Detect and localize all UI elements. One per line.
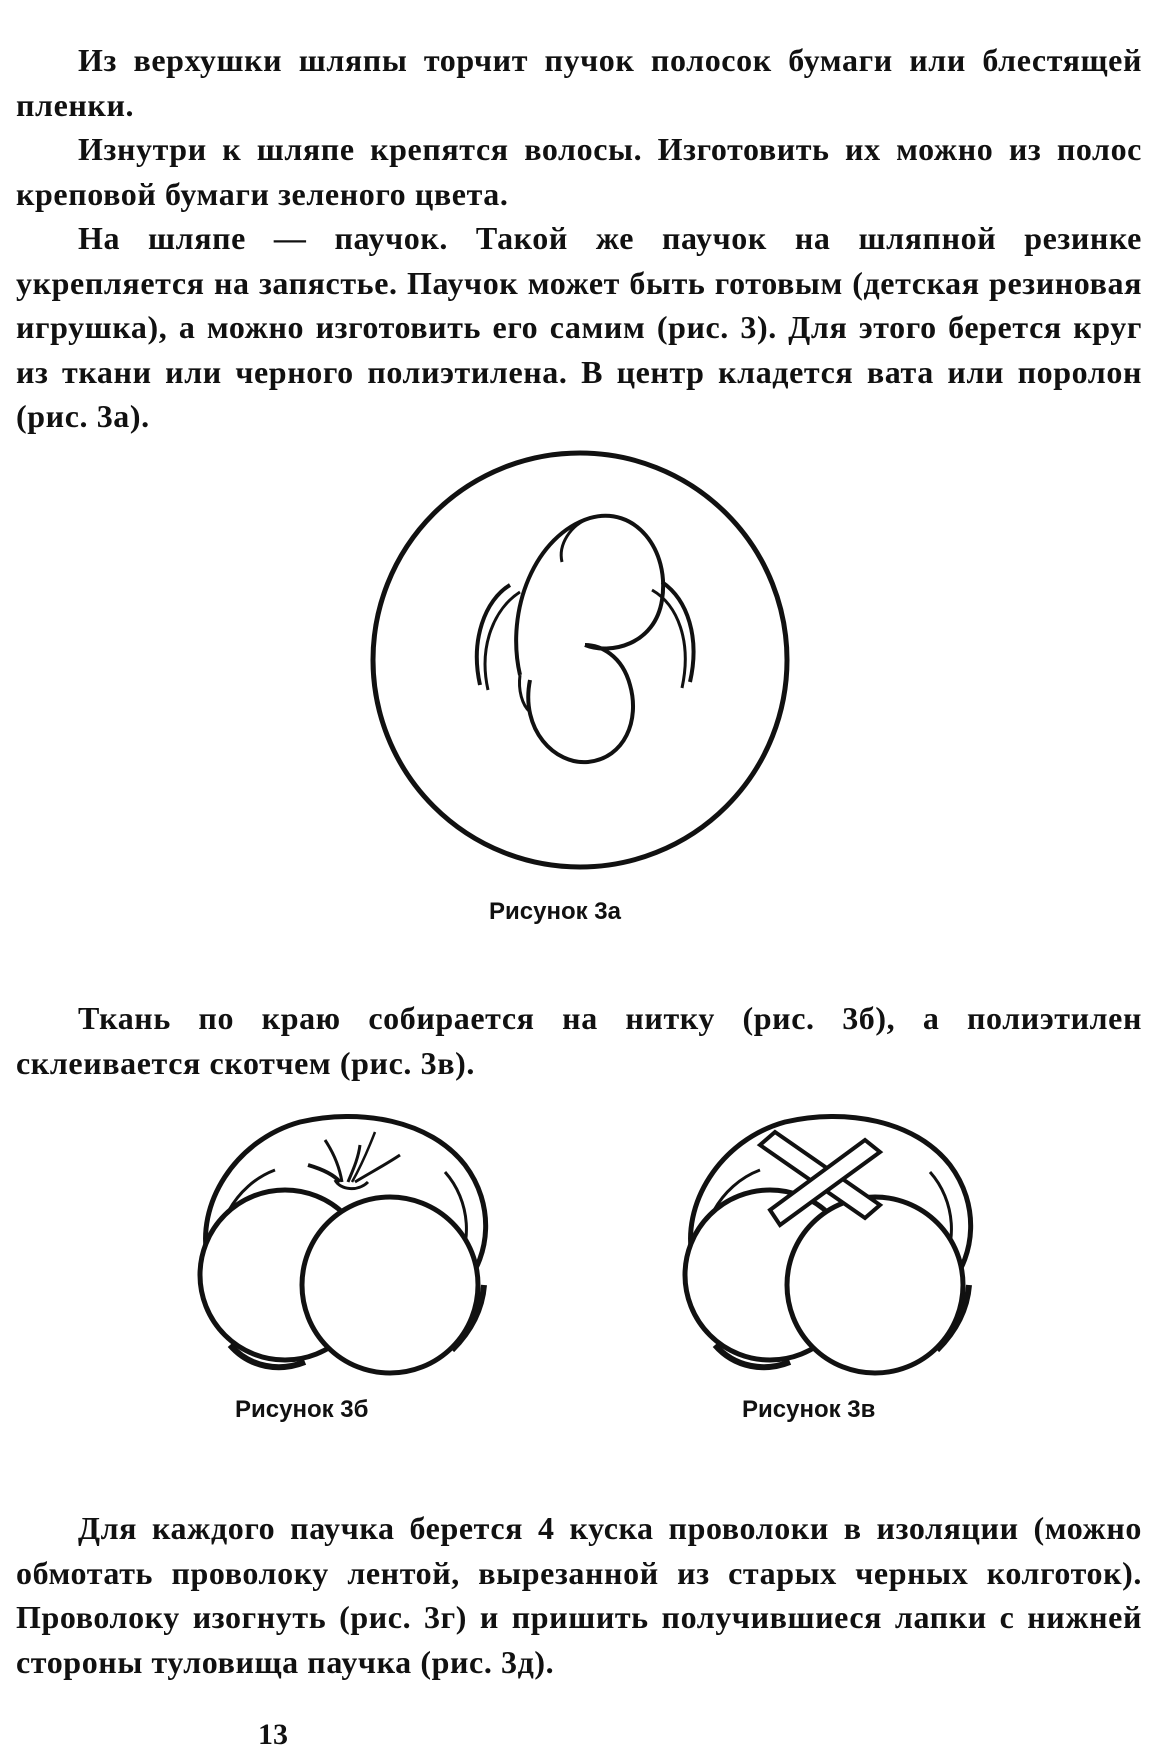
figure-3a-illustration bbox=[370, 450, 790, 870]
figure-3v-caption: Рисунок 3в bbox=[742, 1396, 876, 1423]
paragraph-hair: Изнутри к шляпе крепятся волосы. Изготовить их можно из полос креповой бумаги зеленого цвета. bbox=[16, 131, 1142, 212]
paragraph-hat-top: Из верхушки шляпы торчит пучок полосок бумаги или блестящей пленки. bbox=[16, 42, 1142, 123]
figure-3a-caption: Рисунок 3а bbox=[489, 898, 621, 925]
figure-3v-illustration bbox=[675, 1110, 985, 1375]
paragraph-wire-legs: Для каждого паучка берется 4 куска проволоки в изоляции (можно обмотать проволоку лентой, вырезанной из старых черных колготок). Проволоку изогнуть (рис. 3г) и пришить получившиеся лапки с нижней стороны туловища паучка (рис. 3д). bbox=[16, 1510, 1142, 1680]
paragraph-gathering: Ткань по краю собирается на нитку (рис. 3б), а полиэтилен склеивается скотчем (рис. 3в). bbox=[16, 1000, 1142, 1081]
figure-3b-illustration bbox=[190, 1110, 500, 1375]
page-number: 13 bbox=[258, 1718, 288, 1751]
figure-3b-caption: Рисунок 3б bbox=[235, 1396, 369, 1423]
paragraph-spider: На шляпе — паучок. Такой же паучок на шляпной резинке укрепляется на запястье. Паучок может быть готовым (детская резиновая игрушка), а можно изготовить его самим (рис. 3). Для этого берется круг из ткани или черного полиэтилена. В центр кладется вата или поролон (рис. 3а). bbox=[16, 220, 1142, 434]
